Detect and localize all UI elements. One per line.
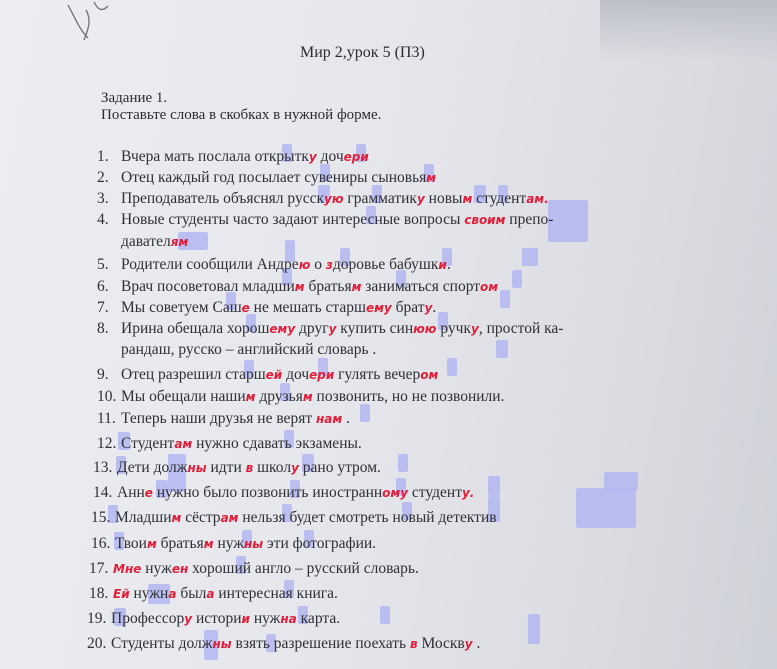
list-item: 1. Вчера мать послала открытку дочери [97,148,369,165]
task-instruction: Поставьте слова в скобках в нужной форме. [101,107,382,123]
list-item: 7. Мы советуем Саше не мешать старшему брату. [97,299,437,316]
list-item: 11. Теперь наши друзья не верят нам . [97,410,350,427]
list-item: 13. Дети должны идти в школу рано утром. [93,459,381,476]
list-item: 19. Профессору истории нужна карта. [87,610,341,627]
list-item: 16. Твоим братьям нужны эти фотографии. [91,535,377,552]
list-item: 8. Ирина обещала хорошему другу купить синюю ручку, простой ка- [97,320,564,337]
task-title: Задание 1. [101,90,168,106]
list-item: 2. Отец каждый год посылает сувениры сыновьям [97,169,437,186]
list-item: 10. Мы обещали нашим друзьям позвонить, но не позвонили. [97,388,505,405]
list-item-continuation: рандаш, русско – английский словарь . [121,341,377,358]
list-item: 3. Преподаватель объяснял русскую грамматику новым студентам. [97,190,549,207]
list-item: 14. Анне нужно было позвонить иностранному студенту. [93,484,475,501]
list-item: 17. Мне нужен хороший англо – русский словарь. [89,560,419,577]
list-item: 12. Студентам нужно сдавать экзамены. [97,435,362,452]
list-item: 6. Врач посоветовал младшим братьям заниматься спортом [97,278,499,295]
page-header: Мир 2,урок 5 (П3) [300,44,425,61]
list-item-continuation: давателям [121,233,189,250]
list-item: 18. Ей нужна была интересная книга. [89,585,338,602]
list-item: 15. Младшим сёстрам нельзя будет смотреть новый детектив [91,509,497,526]
list-item: 4. Новые студенты часто задают интересные вопросы своим препо- [97,211,554,228]
list-item: 5. Родители сообщили Андрею о здоровье бабушки. [97,256,451,273]
list-item: 9. Отец разрешил старшей дочери гулять вечером [97,366,439,383]
list-item: 20. Студенты должны взять разрешение поехать в Москву . [87,635,481,652]
